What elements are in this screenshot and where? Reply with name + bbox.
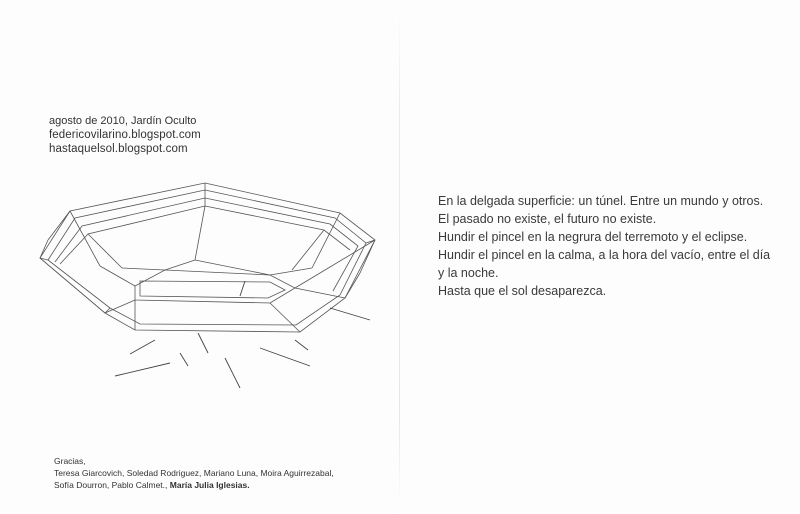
- poem-line: El pasado no existe, el futuro no existe.: [438, 212, 657, 226]
- credits-names-bold: María Julia Iglesias.: [169, 480, 250, 491]
- poem: [438, 192, 778, 300]
- credits-names-2: [54, 479, 334, 491]
- date-location: agosto de 2010, Jardín Oculto: [49, 115, 197, 127]
- poem-line: Hasta que el sol desaparezca.: [438, 284, 607, 298]
- acknowledgements: [54, 455, 334, 492]
- poem-line: y la noche.: [438, 266, 499, 280]
- credits-heading: Gracias,: [54, 456, 86, 466]
- blog-link-hastaquelsol[interactable]: hastaquelsol.blogspot.com: [49, 143, 188, 155]
- poem-line: Hundir el pincel en la negrura del terremoto y el eclipse.: [438, 230, 748, 244]
- scratch-marks: [115, 281, 370, 388]
- credits-names-1: Teresa Giarcovich, Soledad Rodriguez, Mariano Luna, Moira Aguirrezabal,: [54, 468, 334, 479]
- tunnel-drawing: [30, 178, 390, 398]
- credits-names-plain: Sofía Dourron, Pablo Calmet.,: [54, 480, 168, 491]
- tunnel-floor: [140, 281, 285, 298]
- poem-line: En la delgada superficie: un túnel. Entre un mundo y otros.: [438, 194, 764, 208]
- page-fold: [399, 0, 400, 514]
- outer-rim: [40, 183, 375, 332]
- header-block: [49, 114, 201, 156]
- poem-line: Hundir el pincel en la calma, a la hora del vacío, entre el día: [438, 248, 771, 262]
- blog-link-federico[interactable]: federicovilarino.blogspot.com: [49, 129, 201, 141]
- rim-band-2: [60, 206, 350, 264]
